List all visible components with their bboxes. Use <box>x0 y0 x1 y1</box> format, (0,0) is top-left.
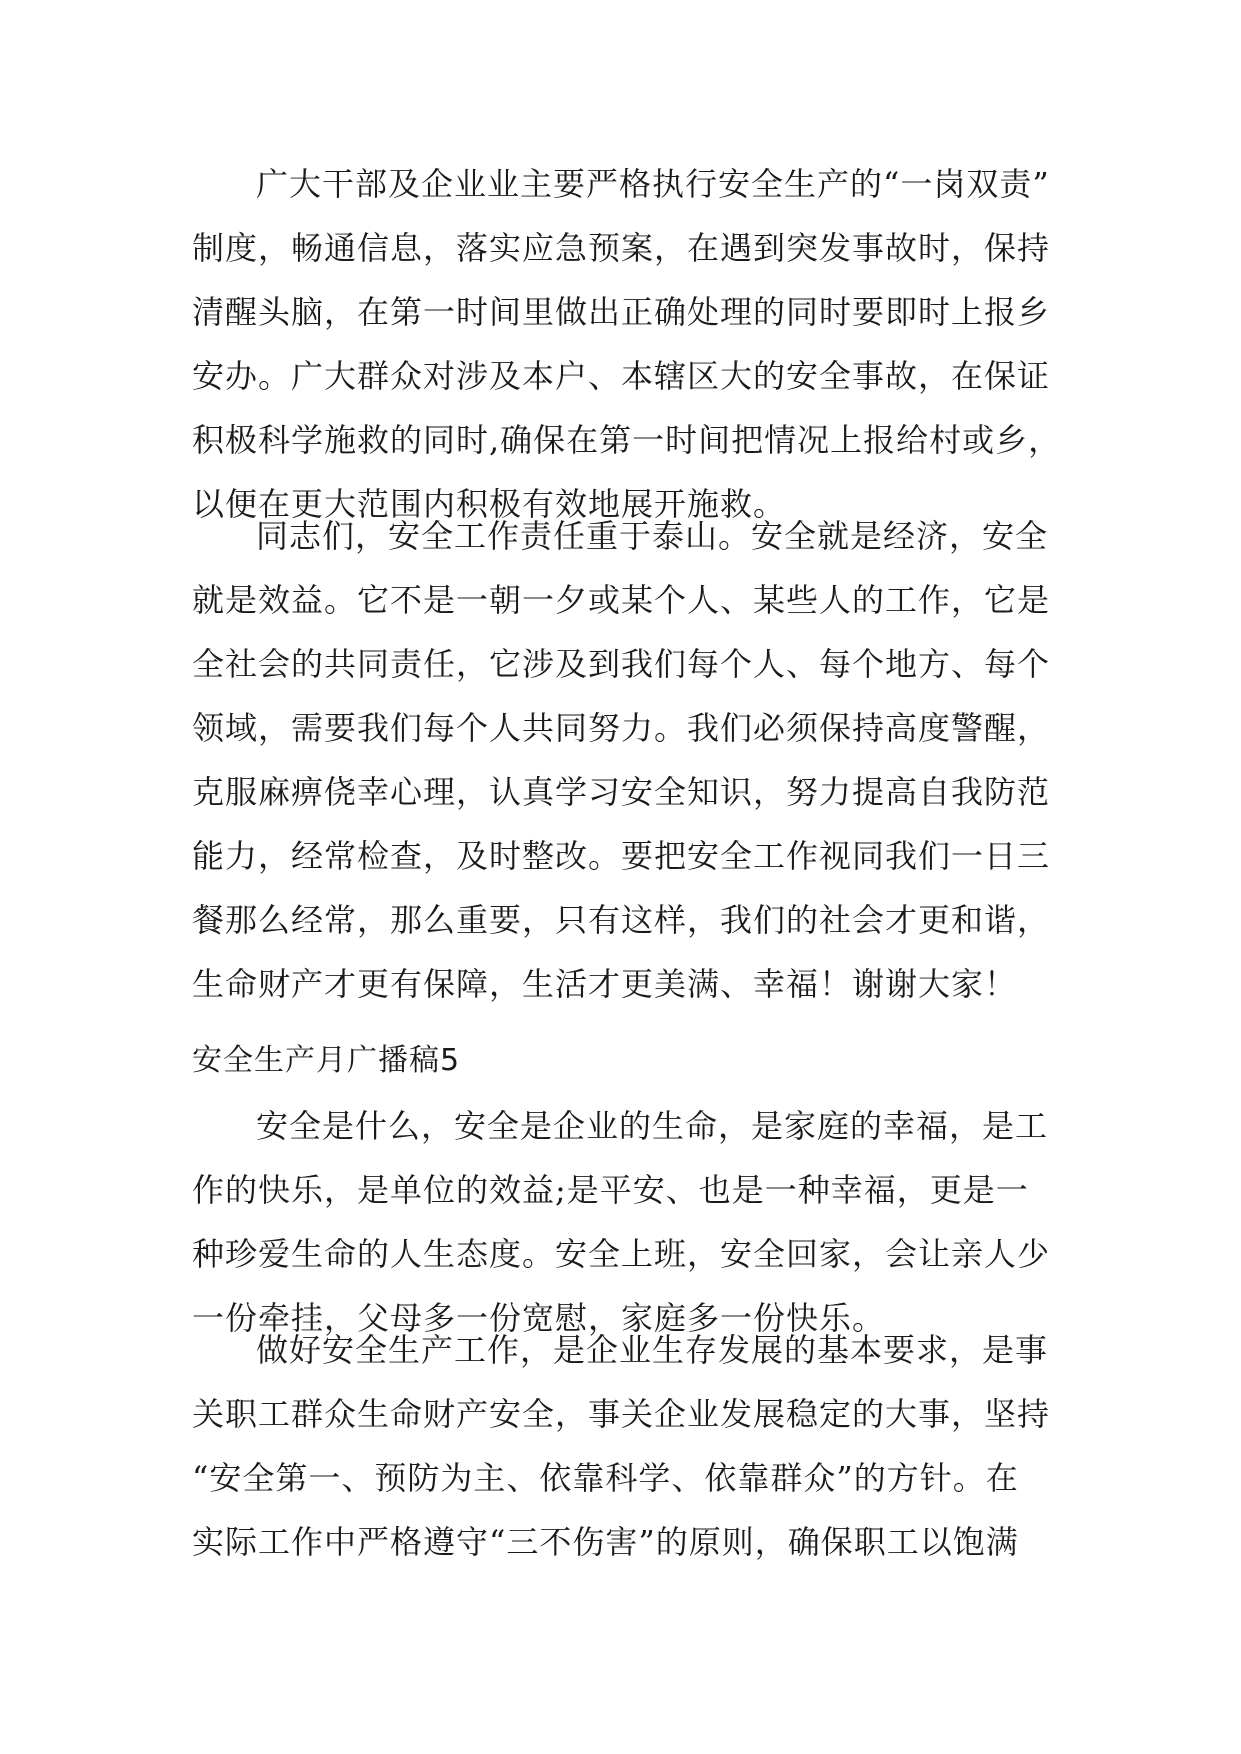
section-title: 安全生产月广播稿5 <box>192 1043 461 1078</box>
paragraph-line: 生命财产才更有保障，生活才更美满、幸福！谢谢大家！ <box>192 965 1018 1003</box>
section-paragraph-2 <box>192 1318 1052 1574</box>
paragraph-line: 一份牵挂，父母多一份宽慰，家庭多一份快乐。 <box>192 1299 886 1337</box>
paragraph-line: 以便在更大范围内积极有效地展开施救。 <box>192 485 787 523</box>
paragraph-line: 能力，经常检查，及时整改。要把安全工作视同我们一日三 <box>192 837 1051 875</box>
paragraph-line: 广大干部及企业业主要严格执行安全生产的“一岗双责” <box>256 165 1050 203</box>
paragraph-line: 种珍爱生命的人生态度。安全上班，安全回家，会让亲人少 <box>192 1235 1051 1273</box>
paragraph-line: 关职工群众生命财产安全，事关企业发展稳定的大事，坚持 <box>192 1395 1051 1433</box>
paragraph-line: 餐那么经常，那么重要，只有这样，我们的社会才更和谐， <box>192 901 1051 939</box>
paragraph-line: 领域，需要我们每个人共同努力。我们必须保持高度警醒， <box>192 709 1051 747</box>
paragraph-line: 制度，畅通信息，落实应急预案，在遇到突发事故时，保持 <box>192 229 1051 267</box>
paragraph-line: 作的快乐，是单位的效益;是平安、也是一种幸福，更是一 <box>192 1171 1029 1209</box>
paragraph-line: 做好安全生产工作，是企业生存发展的基本要求，是事 <box>256 1331 1049 1369</box>
paragraph-line: 克服麻痹侥幸心理，认真学习安全知识，努力提高自我防范 <box>192 773 1051 811</box>
paragraph-line: 安全是什么，安全是企业的生命，是家庭的幸福，是工 <box>256 1107 1049 1145</box>
paragraph-line: 积极科学施救的同时,确保在第一时间把情况上报给村或乡， <box>192 421 1062 459</box>
paragraph-line: 实际工作中严格遵守“三不伤害”的原则，确保职工以饱满 <box>192 1523 1019 1561</box>
section-paragraph-1 <box>192 1094 1052 1350</box>
paragraph-line: 清醒头脑，在第一时间里做出正确处理的同时要即时上报乡 <box>192 293 1051 331</box>
paragraph-line: “安全第一、预防为主、依靠科学、依靠群众”的方针。在 <box>192 1459 1019 1497</box>
paragraph-line: 全社会的共同责任，它涉及到我们每个人、每个地方、每个 <box>192 645 1051 683</box>
paragraph-line: 就是效益。它不是一朝一夕或某个人、某些人的工作，它是 <box>192 581 1051 619</box>
paragraph-line: 同志们，安全工作责任重于泰山。安全就是经济，安全 <box>256 517 1049 555</box>
paragraph-2 <box>192 504 1052 1016</box>
paragraph-1 <box>192 152 1062 536</box>
paragraph-line: 安办。广大群众对涉及本户、本辖区大的安全事故，在保证 <box>192 357 1051 395</box>
